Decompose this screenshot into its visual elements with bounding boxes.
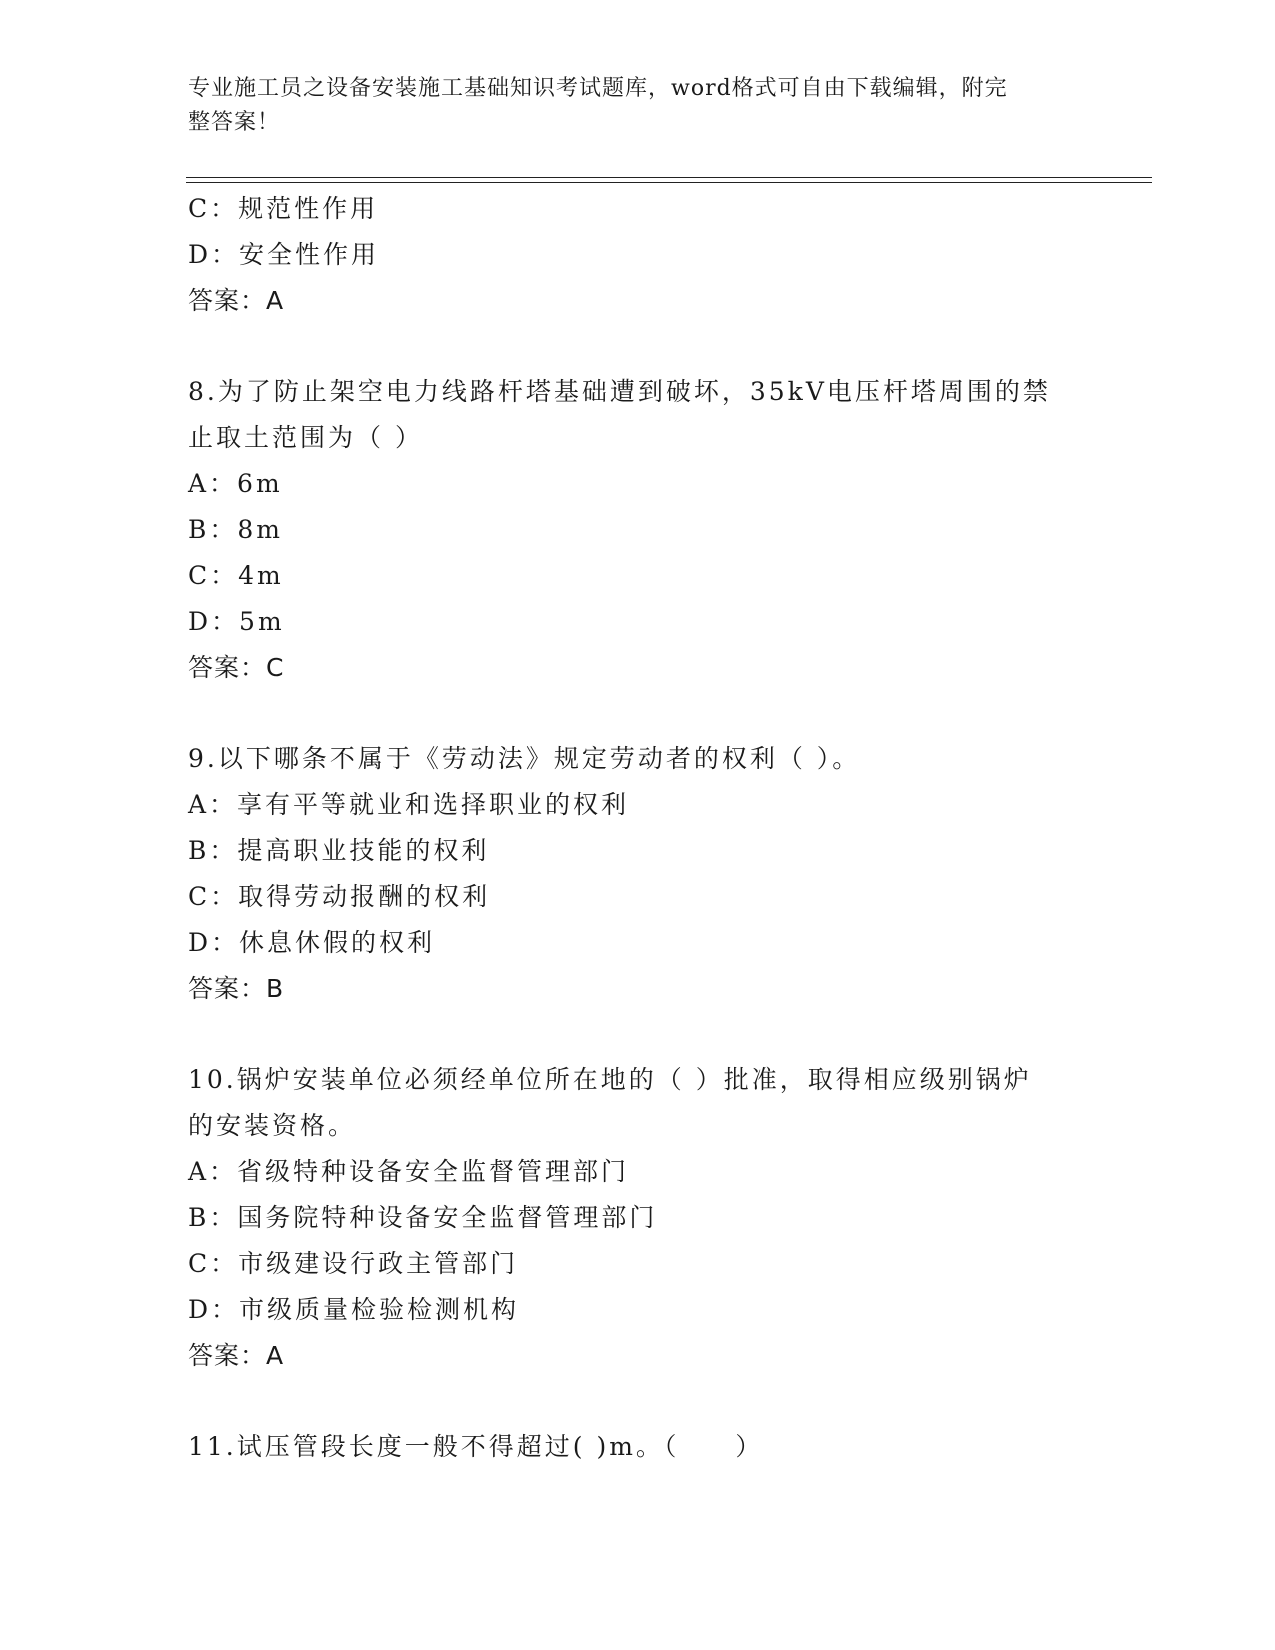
question-stem: 11.试压管段长度一般不得超过( )m。（ ） [188,1432,764,1461]
option-a: A：省级特种设备安全监督管理部门 [188,1157,630,1186]
question-stem-continued: 止取土范围为（ ） [188,423,423,452]
question-10 [188,1057,1088,1379]
answer: 答案：A [188,286,285,315]
document-header [188,72,1068,140]
option-d: D：市级质量检验检测机构 [188,1295,520,1324]
option-a: A：6m [188,469,283,498]
question-stem: 10.锅炉安装单位必须经单位所在地的（ ）批准，取得相应级别锅炉 [188,1065,1032,1094]
question-stem: 9.以下哪条不属于《劳动法》规定劳动者的权利（ ）。 [188,744,861,773]
question-7 [188,186,1088,324]
option-b: B：提高职业技能的权利 [188,836,490,865]
spacer [188,691,1088,736]
spacer [188,1012,1088,1057]
question-11 [188,1424,1088,1470]
header-divider-bottom [186,182,1152,183]
option-b: B：8m [188,515,283,544]
option-a: A：享有平等就业和选择职业的权利 [188,790,630,819]
option-b: B：国务院特种设备安全监督管理部门 [188,1203,658,1232]
spacer [188,1379,1088,1424]
answer: 答案：C [188,653,285,682]
answer: 答案：B [188,974,285,1003]
option-c: C：取得劳动报酬的权利 [188,882,491,911]
option-d: D：休息休假的权利 [188,928,436,957]
option-c: C：4m [188,561,284,590]
answer: 答案：A [188,1341,285,1370]
question-list [188,186,1088,1470]
question-8 [188,369,1088,691]
option-d: D：安全性作用 [188,240,380,269]
spacer [188,324,1088,369]
question-9 [188,736,1088,1012]
option-c: C：规范性作用 [188,194,379,223]
header-line-1: 专业施工员之设备安装施工基础知识考试题库，word格式可自由下载编辑，附完 [188,76,1008,101]
header-divider-top [186,177,1152,178]
question-stem-continued: 的安装资格。 [188,1111,357,1140]
question-stem: 8.为了防止架空电力线路杆塔基础遭到破坏，35kV电压杆塔周围的禁 [188,377,1051,406]
option-d: D：5m [188,607,285,636]
option-c: C：市级建设行政主管部门 [188,1249,519,1278]
header-line-2: 整答案！ [188,110,281,135]
